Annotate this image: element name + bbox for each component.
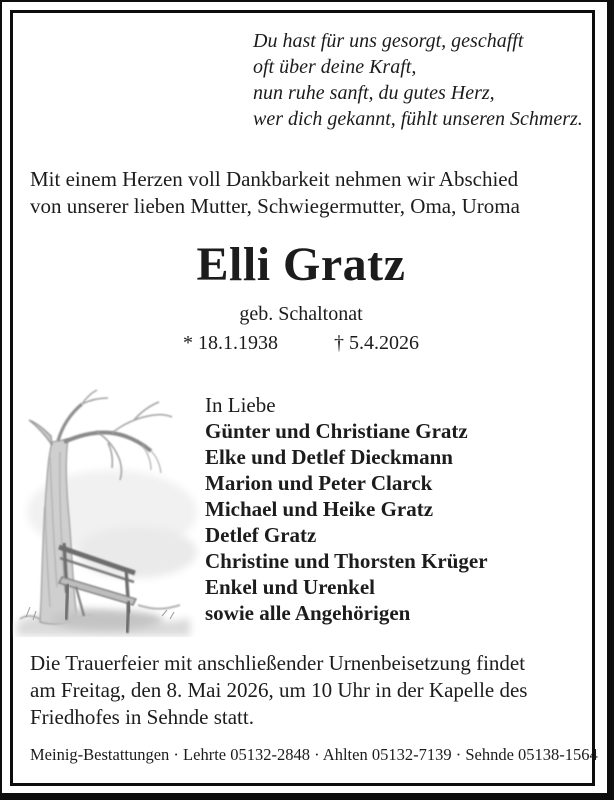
mourner-line: Detlef Gratz — [205, 523, 317, 547]
mourner-line: Michael und Heike Gratz — [205, 497, 434, 521]
funeral-home-contact: Meinig-Bestattungen · Lehrte 05132-2848 · Ahlten 05132-7139 · Sehnde 05138-1564 — [30, 745, 598, 764]
mourners-list — [205, 392, 488, 626]
mourner-line: Günter und Christiane Gratz — [205, 419, 468, 443]
mourner-line: sowie alle Angehörigen — [205, 601, 411, 625]
mourners-intro: In Liebe — [205, 393, 276, 417]
memorial-poem — [253, 28, 583, 132]
poem-line: nun ruhe sanft, du gutes Herz, — [253, 82, 495, 104]
opening-line: von unserer lieben Mutter, Schwiegermutter, Oma, Uroma — [30, 194, 520, 218]
mourner-line: Enkel und Urenkel — [205, 575, 375, 599]
poem-line: wer dich gekannt, fühlt unseren Schmerz. — [253, 108, 583, 130]
death-date: † 5.4.2026 — [334, 332, 419, 354]
mourner-line: Elke und Detlef Dieckmann — [205, 445, 453, 469]
poem-line: Du hast für uns gesorgt, geschafft — [253, 30, 524, 52]
funeral-line: Friedhofes in Sehnde statt. — [30, 705, 254, 729]
opening-text — [30, 166, 520, 220]
opening-line: Mit einem Herzen voll Dankbarkeit nehmen wir Abschied — [30, 167, 519, 191]
tree-bench-illustration — [12, 387, 202, 637]
deceased-name: Elli Gratz — [196, 238, 406, 291]
life-dates — [0, 330, 602, 356]
birth-date: * 18.1.1938 — [183, 332, 278, 354]
funeral-line: Die Trauerfeier mit anschließender Urnenbeisetzung findet — [30, 651, 526, 675]
poem-line: oft über deine Kraft, — [253, 56, 417, 78]
maiden-name: geb. Schaltonat — [239, 303, 363, 325]
funeral-info — [30, 650, 527, 731]
funeral-line: am Freitag, den 8. Mai 2026, um 10 Uhr in der Kapelle des — [30, 678, 528, 702]
mourner-line: Christine und Thorsten Krüger — [205, 549, 488, 573]
mourner-line: Marion und Peter Clarck — [205, 471, 433, 495]
